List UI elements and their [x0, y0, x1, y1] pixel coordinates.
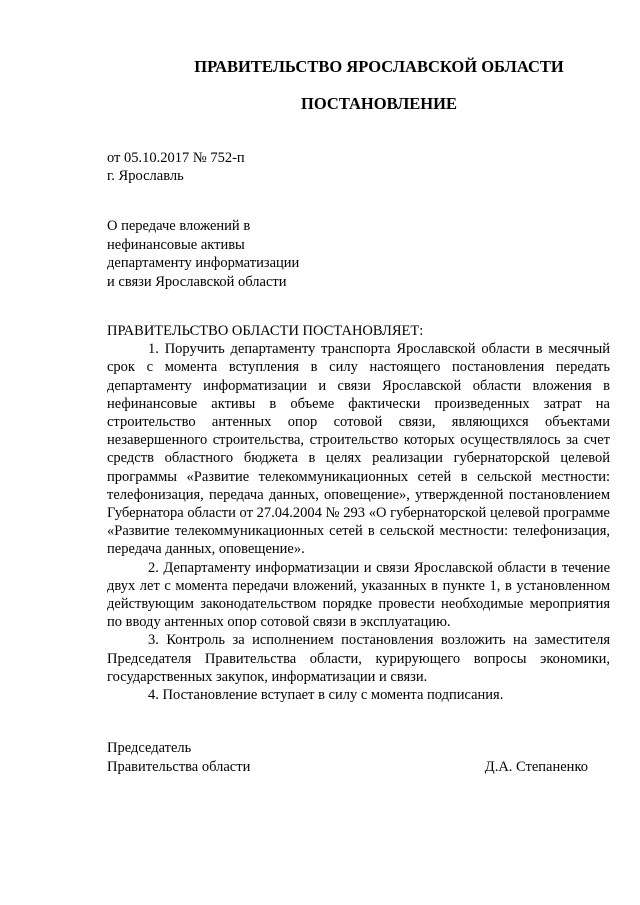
decree-heading: ПРАВИТЕЛЬСТВО ОБЛАСТИ ПОСТАНОВЛЯЕТ:: [107, 323, 424, 339]
subject-line: О передаче вложений в: [107, 218, 251, 234]
government-title: ПРАВИТЕЛЬСТВО ЯРОСЛАВСКОЙ ОБЛАСТИ: [194, 57, 564, 76]
document-subject: [107, 217, 299, 291]
paragraph-2: 2. Департаменту информатизации и связи Ярославской области в течение двух лет с момента передачи вложений, указанных в пункте 1, в установленном действующим законодательством порядке провести необходимые мероприятия по вводу антенных опор сотовой связи в эксплуатацию.: [107, 559, 610, 631]
subject-line: департаменту информатизации: [107, 255, 300, 271]
document-type-title: ПОСТАНОВЛЕНИЕ: [301, 94, 457, 113]
subject-line: нефинансовые активы: [107, 236, 245, 253]
paragraph-1: 1. Поручить департаменту транспорта Ярославской области в месячный срок с момента вступления в силу настоящего постановления передать департаменту информатизации и связи Ярославской области вложения в нефинансовые активы в объеме фактически произведенных затрат на строительство антенных опор сотовой связи, являющихся объектами незавершенного строительства, строительство которых осуществлялось за счет средств областного бюджета в целях реализации губернаторской целевой программы «Развитие телекоммуникационных сетей в сельской местности: телефонизация, передача данных, оповещение», утвержденной постановлением Губернатора области от 27.04.2004 № 293 «О губернаторской целевой программе «Развитие телекоммуникационных сетей в сельской местности: телефонизация, передача данных, оповещение».: [107, 341, 610, 558]
paragraph-3: 3. Контроль за исполнением постановления возложить на заместителя Председателя Правительства области, курирующего вопросы экономики, государственных закупок, информатизации и связи.: [107, 632, 610, 685]
signatory-name: Д.А. Степаненко: [484, 758, 588, 775]
signatory-position-line2: Правительства области: [107, 758, 251, 775]
document-body: [107, 322, 610, 704]
date-number: от 05.10.2017 № 752-п: [107, 150, 245, 166]
place: г. Ярославль: [107, 168, 184, 184]
signature-block: [107, 739, 588, 776]
signatory-position-line1: Председатель: [107, 740, 192, 756]
document-meta: [107, 149, 245, 185]
subject-line: и связи Ярославской области: [107, 273, 287, 290]
paragraph-4: 4. Постановление вступает в силу с момента подписания.: [148, 687, 504, 704]
